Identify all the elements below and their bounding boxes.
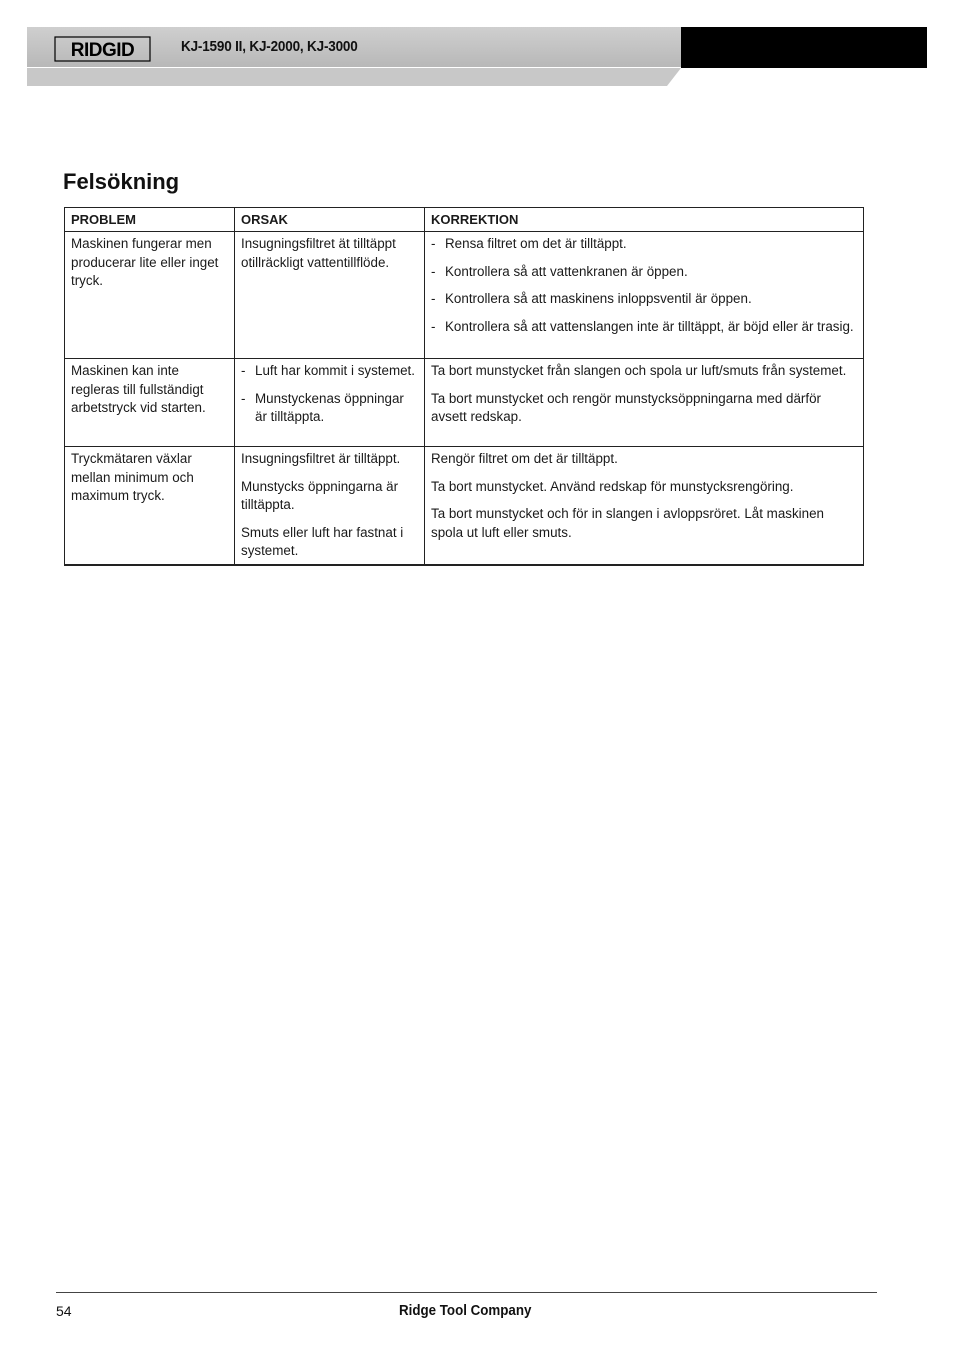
cell-cause xyxy=(235,359,425,447)
page-number: 54 xyxy=(56,1303,72,1319)
correction-item: - Rensa filtret om det är tilltäppt. xyxy=(431,236,627,251)
cause-text: Smuts eller luft har fastnat i systemet. xyxy=(241,524,404,558)
cell-problem xyxy=(65,232,235,359)
cell-cause xyxy=(235,232,425,359)
cell-cause xyxy=(235,447,425,565)
table-row xyxy=(65,359,864,447)
header-correction: KORREKTION xyxy=(425,208,864,232)
correction-text: Ta bort munstycket. Använd redskap för munstycksrengöring. xyxy=(431,478,794,494)
correction-text: Ta bort munstycket och rengör munstycksöppningarna med därför avsett redskap. xyxy=(431,390,822,424)
cell-correction xyxy=(425,447,864,565)
cause-item: - Luft har kommit i systemet. xyxy=(241,363,415,378)
problem-text: Maskinen fungerar men producerar lite eller inget tryck. xyxy=(71,236,219,288)
cell-correction xyxy=(425,359,864,447)
table-header-row xyxy=(65,208,864,232)
table-row xyxy=(65,447,864,565)
problem-text: Maskinen kan inte regleras till fullständigt arbetstryck vid starten. xyxy=(71,363,206,415)
header-model-title: KJ-1590 II, KJ-2000, KJ-3000 xyxy=(181,38,358,55)
section-title: Felsökning xyxy=(63,169,180,194)
cause-text: Munstycks öppningarna är tilltäppta. xyxy=(241,478,399,512)
troubleshooting-table xyxy=(64,207,864,566)
cell-correction xyxy=(425,232,864,359)
cause-text: Insugningsfiltret är tilltäppt. xyxy=(241,451,401,466)
cause-item: - Munstyckenas öppningar är tilltäppta. xyxy=(241,390,404,424)
correction-item: - Kontrollera så att vattenslangen inte är tilltäppt, är böjd eller är trasig. xyxy=(431,318,854,334)
header-problem: PROBLEM xyxy=(65,208,235,232)
correction-text: Ta bort munstycket och för in slangen i avloppsröret. Låt maskinen spola ut luft eller smuts. xyxy=(431,506,824,540)
cell-problem xyxy=(65,359,235,447)
header-under-band xyxy=(27,68,681,86)
correction-item: - Kontrollera så att maskinens inloppsventil är öppen. xyxy=(431,291,752,306)
svg-text:RIDGID: RIDGID xyxy=(70,40,135,61)
cause-text: Insugningsfiltret ät tilltäppt otillräckligt vattentillflöde. xyxy=(241,236,396,270)
problem-text: Tryckmätaren växlar mellan minimum och maximum tryck. xyxy=(71,451,194,503)
correction-item: - Kontrollera så att vattenkranen är öppen. xyxy=(431,263,688,279)
table-row xyxy=(65,232,864,359)
correction-text: Ta bort munstycket från slangen och spola ur luft/smuts från systemet. xyxy=(431,363,847,378)
cell-problem xyxy=(65,447,235,565)
header-black-block xyxy=(681,27,927,68)
ridgid-logo xyxy=(54,36,151,62)
footer-rule xyxy=(56,1292,877,1293)
footer-company: Ridge Tool Company xyxy=(399,1303,532,1319)
correction-text: Rengör filtret om det är tilltäppt. xyxy=(431,451,618,466)
header-cause: ORSAK xyxy=(235,208,425,232)
